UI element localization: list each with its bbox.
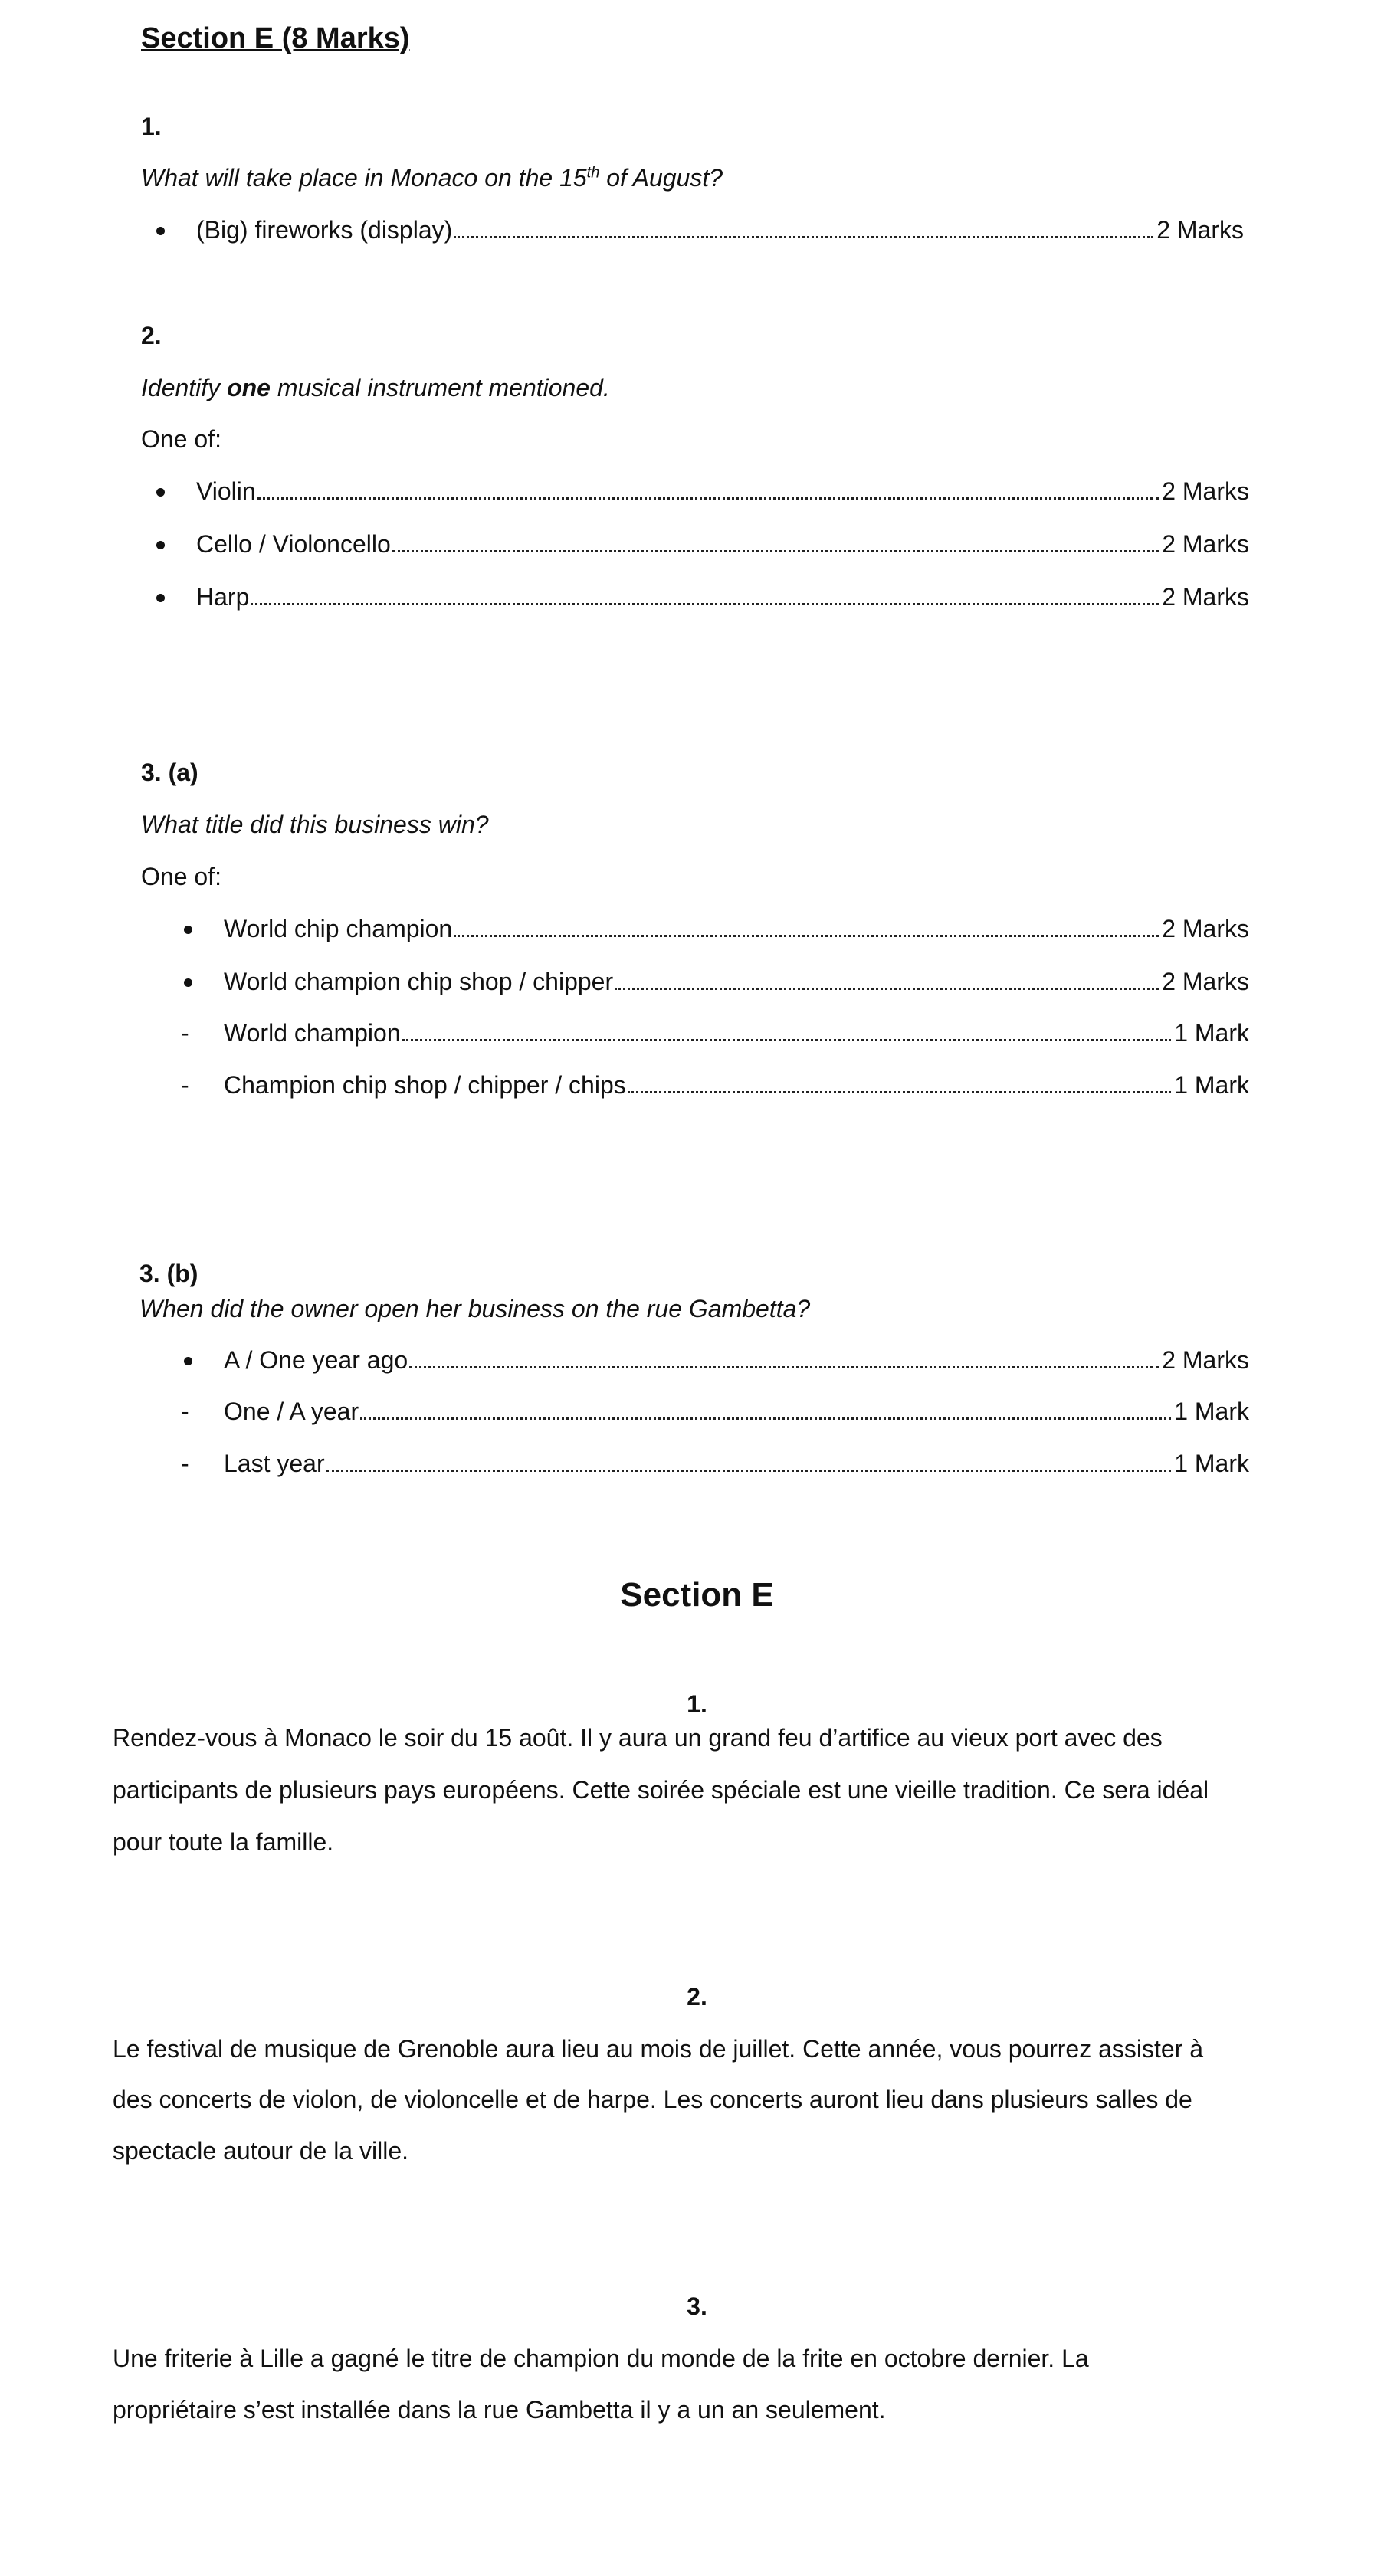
leader-dots (360, 1417, 1171, 1420)
answer-marks: 1 Mark (1174, 1071, 1249, 1099)
q3b-answer-1 (224, 1396, 1249, 1427)
dash-icon: - (181, 1071, 189, 1099)
p2-line-2: spectacle autour de la ville. (113, 2137, 408, 2165)
leader-dots (454, 236, 1153, 238)
answer-marks: 2 Marks (1162, 583, 1249, 611)
q2-question: Identify one musical instrument mentioned. (141, 374, 610, 401)
answer-text: World champion chip shop / chipper (224, 968, 614, 995)
answer-marks: 2 Marks (1162, 968, 1249, 995)
bullet-icon (156, 488, 165, 497)
dash-icon: - (181, 1019, 189, 1047)
q3b-answer-0 (224, 1345, 1249, 1375)
answer-marks: 1 Mark (1174, 1019, 1249, 1047)
q3b-number: 3. (b) (139, 1260, 198, 1287)
answer-text: Harp (196, 583, 250, 611)
bullet-icon (156, 594, 165, 602)
bullet-icon (184, 978, 192, 987)
bullet-icon (156, 541, 165, 549)
answer-text: Violin (196, 477, 256, 505)
p2-line-1: des concerts de violon, de violoncelle et de harpe. Les concerts auront lieu dans plusieurs salles de (113, 2086, 1192, 2113)
answer-text: (Big) fireworks (display) (196, 216, 453, 244)
q3a-answer-0 (224, 913, 1249, 944)
q3a-answer-2 (224, 1018, 1249, 1048)
answer-text: World chip champion (224, 915, 453, 942)
answer-marks: 2 Marks (1162, 1346, 1249, 1374)
bullet-icon (184, 926, 192, 934)
bullet-icon (184, 1357, 192, 1365)
p2-number: 2. (687, 1983, 707, 2011)
dash-icon: - (181, 1398, 189, 1425)
q3b-answer-2 (224, 1448, 1249, 1479)
q3b-question: When did the owner open her business on the rue Gambetta? (139, 1295, 811, 1322)
p1-line-0: Rendez-vous à Monaco le soir du 15 août. Il y aura un grand feu d’artifice au vieux port avec des (113, 1724, 1163, 1752)
answer-text: A / One year ago (224, 1346, 408, 1374)
section-title: Section E (8 Marks) (141, 22, 410, 54)
answer-marks: 2 Marks (1162, 530, 1249, 558)
p1-line-2: pour toute la famille. (113, 1828, 334, 1856)
p1-number: 1. (687, 1690, 707, 1718)
leader-dots (454, 935, 1159, 937)
q3a-question: What title did this business win? (141, 811, 489, 838)
answer-marks: 2 Marks (1156, 216, 1244, 244)
leader-dots (402, 1039, 1172, 1041)
q1-question: What will take place in Monaco on the 15th of August? (141, 164, 723, 192)
q1-answer-0 (196, 215, 1244, 245)
q3a-one-of: One of: (141, 863, 221, 890)
q3a-number: 3. (a) (141, 759, 198, 786)
transcript-title: Section E (620, 1576, 774, 1614)
leader-dots (251, 603, 1159, 605)
answer-text: Last year (224, 1450, 325, 1477)
p2-line-0: Le festival de musique de Grenoble aura lieu au mois de juillet. Cette année, vous pourrez assister à (113, 2035, 1204, 2063)
bullet-icon (156, 227, 165, 235)
leader-dots (326, 1470, 1172, 1472)
answer-text: World champion (224, 1019, 401, 1047)
answer-text: Cello / Violoncello (196, 530, 391, 558)
q2-number: 2. (141, 322, 162, 349)
dash-icon: - (181, 1450, 189, 1477)
answer-text: Champion chip shop / chipper / chips (224, 1071, 626, 1099)
answer-text: One / A year (224, 1398, 359, 1425)
answer-marks: 2 Marks (1162, 915, 1249, 942)
q3a-answer-3 (224, 1070, 1249, 1100)
q2-answer-1 (196, 529, 1249, 559)
answer-marks: 1 Mark (1174, 1450, 1249, 1477)
leader-dots (409, 1366, 1159, 1368)
q2-one-of: One of: (141, 425, 221, 453)
q2-answer-2 (196, 582, 1249, 612)
leader-dots (257, 497, 1159, 500)
p3-line-0: Une friterie à Lille a gagné le titre de champion du monde de la frite en octobre dernier. La (113, 2345, 1089, 2372)
p3-line-1: propriétaire s’est installée dans la rue Gambetta il y a un an seulement. (113, 2396, 886, 2424)
q3a-answer-1 (224, 966, 1249, 997)
p3-number: 3. (687, 2293, 707, 2320)
q1-number: 1. (141, 113, 162, 140)
leader-dots (615, 988, 1159, 990)
answer-marks: 2 Marks (1162, 477, 1249, 505)
leader-dots (392, 550, 1159, 552)
leader-dots (628, 1091, 1171, 1093)
p1-line-1: participants de plusieurs pays européens. Cette soirée spéciale est une vieille tradition. Ce sera idéal (113, 1776, 1209, 1804)
answer-marks: 1 Mark (1174, 1398, 1249, 1425)
q2-answer-0 (196, 476, 1249, 506)
